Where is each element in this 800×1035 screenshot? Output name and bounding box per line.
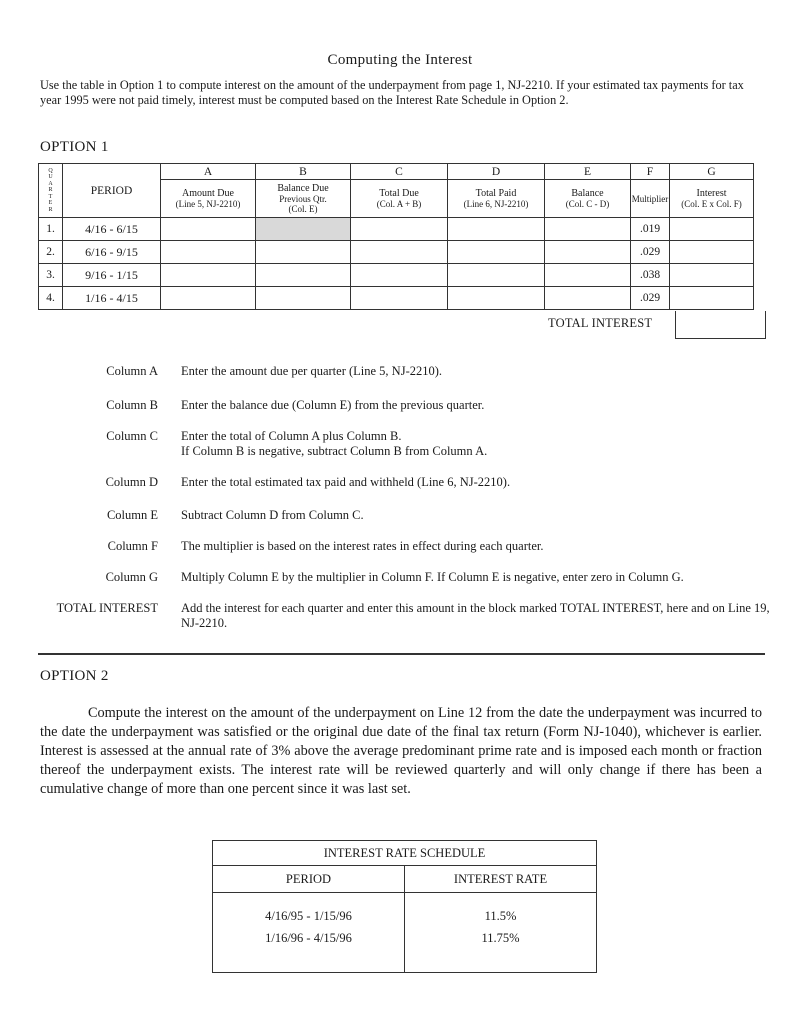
total-interest-label: TOTAL INTEREST (548, 316, 653, 330)
instruction-text: Enter the total estimated tax paid and withheld (Line 6, NJ-2210). (181, 475, 511, 489)
cell-col-b[interactable] (256, 287, 351, 310)
cell-col-c[interactable] (351, 241, 448, 264)
cell-col-a[interactable] (161, 264, 256, 287)
cell-col-e[interactable] (545, 287, 631, 310)
cell-col-g[interactable] (670, 264, 754, 287)
row-period: 9/16 - 1/15 (63, 264, 161, 287)
col-a-header: Amount Due (Line 5, NJ-2210) (161, 180, 256, 218)
row-period: 6/16 - 9/15 (63, 241, 161, 264)
col-letter-g: G (670, 164, 754, 180)
schedule-period: 4/16/95 - 1/15/96 (265, 909, 352, 923)
schedule-rate: 11.5% (484, 909, 517, 923)
cell-col-e[interactable] (545, 218, 631, 241)
cell-multiplier: .029 (631, 287, 670, 310)
instruction-text: Enter the total of Column A plus Column B. If Column B is negative, subtract Column B from Column A. (181, 429, 488, 458)
col-e-header: Balance (Col. C - D) (545, 180, 631, 218)
col-letter-e: E (545, 164, 631, 180)
total-interest-box[interactable] (675, 311, 766, 339)
row-number: 3. (39, 264, 63, 287)
cell-col-a[interactable] (161, 287, 256, 310)
instruction-label: Column D (105, 475, 158, 489)
instruction-label: Column C (106, 429, 158, 443)
cell-col-c[interactable] (351, 264, 448, 287)
cell-col-d[interactable] (448, 264, 545, 287)
instruction-text: Add the interest for each quarter and enter this amount in the block marked TOTAL INTEREST, here and on Line 19, NJ-2210. (181, 601, 770, 630)
cell-col-a[interactable] (161, 241, 256, 264)
instruction-label: Column E (106, 508, 158, 522)
instruction-label: TOTAL INTEREST (56, 601, 158, 615)
col-c-header: Total Due (Col. A + B) (351, 180, 448, 218)
schedule-period: 1/16/96 - 4/15/96 (265, 931, 352, 945)
cell-col-d[interactable] (448, 218, 545, 241)
col-letter-f: F (631, 164, 670, 180)
cell-multiplier: .019 (631, 218, 670, 241)
instruction-text: Multiply Column E by the multiplier in Column F. If Column E is negative, enter zero in Column G. (181, 570, 684, 584)
col-letter-b: B (256, 164, 351, 180)
schedule-title: INTEREST RATE SCHEDULE (213, 841, 597, 866)
cell-col-b[interactable] (256, 264, 351, 287)
instruction-text: Enter the amount due per quarter (Line 5, NJ-2210). (181, 364, 443, 378)
col-g-header: Interest (Col. E x Col. F) (670, 180, 754, 218)
instruction-label: Column G (105, 570, 158, 584)
option1-heading: OPTION 1 (40, 139, 109, 155)
option2-paragraph: Compute the interest on the amount of the underpayment on Line 12 from the date the underpayment was incurred to the date the underpayment was satisfied or the original due date of the final tax return (Form NJ-1040), whichever is earlier. Interest is assessed at the annual rate of 3% above the average predominant prime rate and is imposed each month or fraction thereof the underpayment exists. The interest rate will be reviewed quarterly and will only change if there has been a cumulative change of more than one percent since it was last set. (40, 705, 762, 797)
col-b-header: Balance Due Previous Qtr. (Col. E) (256, 180, 351, 218)
table-row (39, 287, 754, 310)
section-divider (38, 653, 765, 655)
col-letter-d: D (448, 164, 545, 180)
quarter-vertical-label: Q U A R T E R (39, 164, 63, 218)
cell-col-d[interactable] (448, 241, 545, 264)
schedule-periods (213, 893, 405, 973)
instruction-label: Column B (106, 398, 158, 412)
cell-col-b-shaded (256, 218, 351, 241)
cell-col-c[interactable] (351, 287, 448, 310)
page-title: Computing the Interest (327, 52, 473, 68)
row-number: 2. (39, 241, 63, 264)
instruction-text: Enter the balance due (Column E) from the previous quarter. (181, 398, 485, 412)
interest-rate-schedule-table (212, 840, 597, 973)
period-header: PERIOD (63, 164, 161, 218)
row-period: 1/16 - 4/15 (63, 287, 161, 310)
option2-heading: OPTION 2 (40, 668, 109, 684)
cell-multiplier: .029 (631, 241, 670, 264)
col-d-header: Total Paid (Line 6, NJ-2210) (448, 180, 545, 218)
instruction-text: Subtract Column D from Column C. (181, 508, 364, 522)
cell-col-g[interactable] (670, 218, 754, 241)
col-letter-a: A (161, 164, 256, 180)
cell-col-d[interactable] (448, 287, 545, 310)
cell-col-a[interactable] (161, 218, 256, 241)
col-letter-c: C (351, 164, 448, 180)
cell-multiplier: .038 (631, 264, 670, 287)
instruction-label: Column F (107, 539, 158, 553)
instruction-label: Column A (106, 364, 158, 378)
cell-col-g[interactable] (670, 241, 754, 264)
col-f-header: Multiplier (631, 180, 670, 218)
row-number: 1. (39, 218, 63, 241)
schedule-rates (405, 893, 597, 973)
schedule-rate-header: INTEREST RATE (405, 866, 597, 893)
schedule-rate: 11.75% (481, 931, 520, 945)
table-row (39, 241, 754, 264)
schedule-period-header: PERIOD (213, 866, 405, 893)
cell-col-c[interactable] (351, 218, 448, 241)
table-row (39, 264, 754, 287)
intro-text: Use the table in Option 1 to compute interest on the amount of the underpayment from page 1, NJ-2210. If your estimated tax payments for tax year 1995 were not paid timely, interest must be computed based on the Interest Rate Schedule in Option 2. (40, 78, 744, 107)
cell-col-g[interactable] (670, 287, 754, 310)
interest-computation-table (38, 163, 754, 310)
table-row (39, 218, 754, 241)
cell-col-e[interactable] (545, 264, 631, 287)
row-number: 4. (39, 287, 63, 310)
instruction-text: The multiplier is based on the interest rates in effect during each quarter. (181, 539, 544, 553)
cell-col-e[interactable] (545, 241, 631, 264)
cell-col-b[interactable] (256, 241, 351, 264)
row-period: 4/16 - 6/15 (63, 218, 161, 241)
